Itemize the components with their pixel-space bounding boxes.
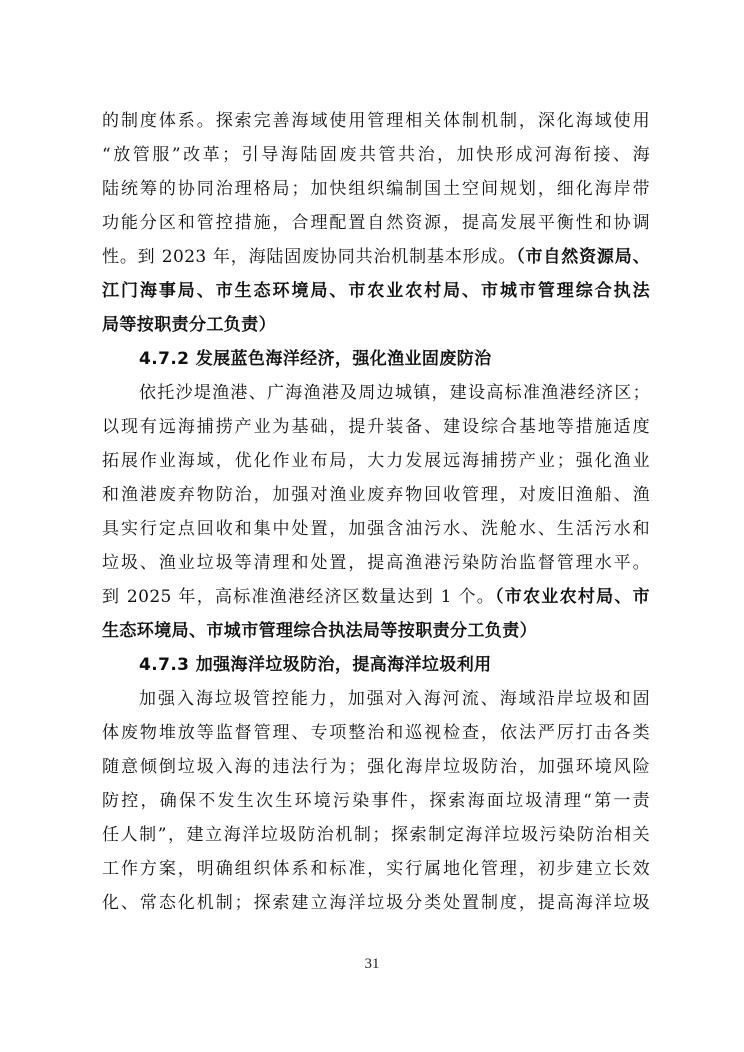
text-line: 陆统筹的协同治理格局；加快组织编制国土空间规划，细化海岸带 (102, 179, 650, 199)
paragraph-marine-litter (102, 682, 650, 920)
text-line: 垃圾、渔业垃圾等清理和处置，提高渔港污染防治监督管理水平。 (102, 553, 650, 573)
text-line: 任人制”，建立海洋垃圾防治机制；探索制定海洋垃圾污染防治相关 (102, 825, 650, 845)
responsible-agencies: （市农业农村局、市 (495, 587, 650, 607)
text-line: 防控，确保不发生次生环境污染事件，探索海面垃圾清理“第一责 (102, 791, 650, 811)
text-line: 功能分区和管控措施，合理配置自然资源，提高发展平衡性和协调 (102, 213, 650, 233)
text-segment: 到 2025 年，高标准渔港经济区数量达到 1 个。 (102, 587, 496, 607)
page-number: 31 (364, 956, 380, 972)
text-line: 具实行定点回收和集中处置，加强含油污水、洗舱水、生活污水和 (102, 519, 650, 539)
text-line: 体废物堆放等监督管理、专项整治和巡视检查，依法严厉打击各类 (102, 723, 650, 743)
paragraph-fishery (102, 376, 650, 648)
section-heading-4-7-2: 4.7.2 发展蓝色海洋经济，强化渔业固废防治 (139, 349, 492, 369)
text-line: 加强入海垃圾管控能力，加强对入海河流、海域沿岸垃圾和固 (139, 689, 650, 709)
responsible-agencies: 局等按职责分工负责） (102, 315, 276, 335)
text-line: 拓展作业海域，优化作业布局，大力发展远海捕捞产业；强化渔业 (102, 451, 650, 471)
text-line: 以现有远海捕捞产业为基础，提升装备、建设综合基地等措施适度 (102, 417, 650, 437)
text-line: 的制度体系。探索完善海域使用管理相关体制机制，深化海域使用 (102, 111, 650, 131)
responsible-agencies: （市自然资源局、 (516, 247, 650, 267)
responsible-agencies: 江门海事局、市生态环境局、市农业农村局、市城市管理综合执法 (102, 281, 650, 301)
text-line: 工作方案，明确组织体系和标准，实行属地化管理，初步建立长效 (102, 859, 650, 879)
text-line: 化、常态化机制；探索建立海洋垃圾分类处置制度，提高海洋垃圾 (102, 893, 650, 913)
text-segment: 性。到 2023 年，海陆固废协同共治机制基本形成。 (102, 247, 517, 267)
paragraph-governance (102, 104, 650, 342)
document-body (102, 104, 650, 920)
section-heading-4-7-3: 4.7.3 加强海洋垃圾防治，提高海洋垃圾利用 (139, 655, 492, 675)
responsible-agencies: 生态环境局、市城市管理综合执法局等按职责分工负责） (102, 621, 537, 641)
text-line: 依托沙堤渔港、广海渔港及周边城镇，建设高标准渔港经济区； (139, 383, 650, 403)
text-line: 随意倾倒垃圾入海的违法行为；强化海岸垃圾防治，加强环境风险 (102, 757, 650, 777)
text-line: 和渔港废弃物防治，加强对渔业废弃物回收管理，对废旧渔船、渔 (102, 485, 650, 505)
text-line (102, 580, 650, 614)
text-line (102, 240, 650, 274)
text-line: “放管服”改革；引导海陆固废共管共治，加快形成河海衔接、海 (102, 145, 650, 165)
